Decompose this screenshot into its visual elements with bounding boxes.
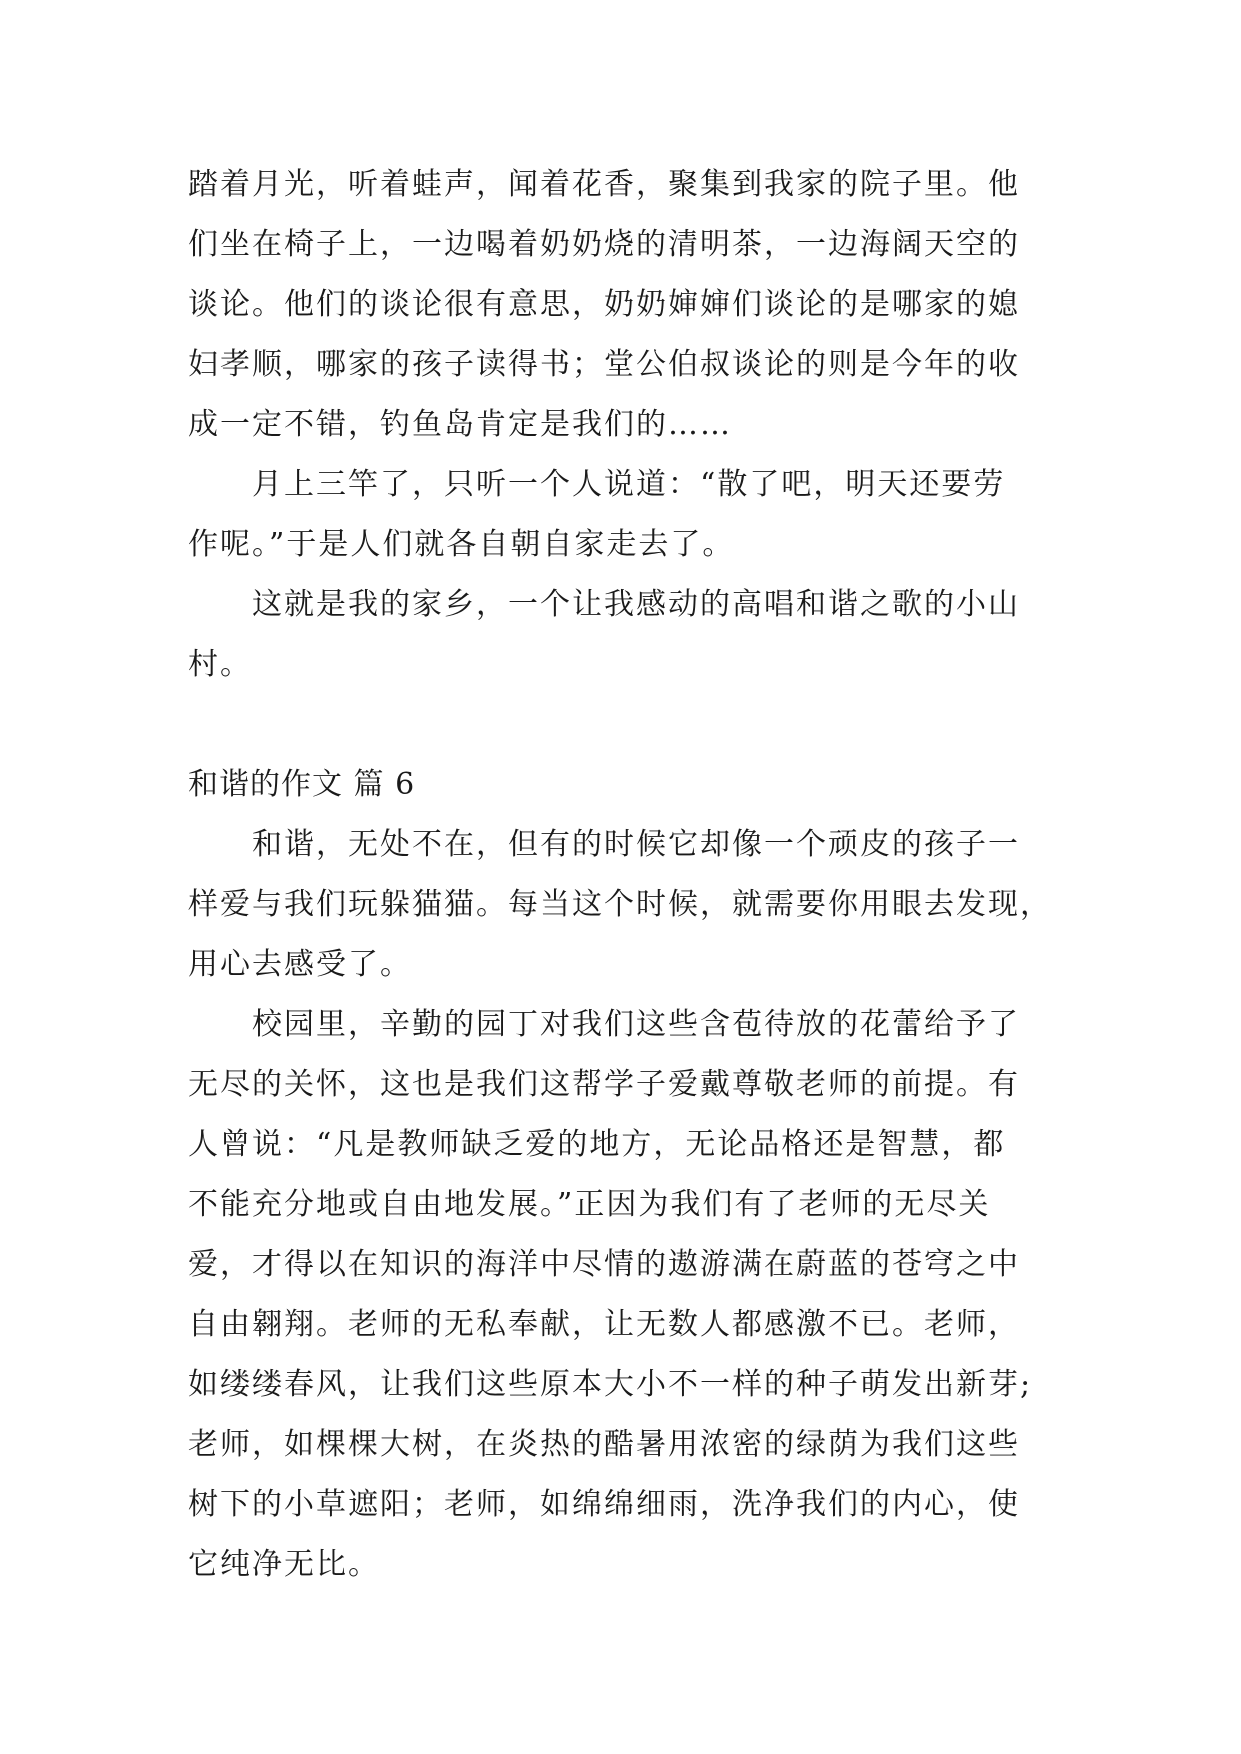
text-line: 妇孝顺，哪家的孩子读得书；堂公伯叔谈论的则是今年的收 bbox=[188, 347, 1020, 382]
text-line: 踏着月光，听着蛙声，闻着花香，聚集到我家的院子里。他 bbox=[188, 167, 1020, 202]
text-line: 用心去感受了。 bbox=[188, 947, 412, 982]
text-line: 人曾说：“凡是教师缺乏爱的地方，无论品格还是智慧，都 bbox=[188, 1127, 1006, 1162]
text-line: 无尽的关怀，这也是我们这帮学子爱戴尊敬老师的前提。有 bbox=[188, 1067, 1020, 1102]
text-line: 们坐在椅子上，一边喝着奶奶烧的清明茶，一边海阔天空的 bbox=[188, 227, 1020, 262]
text-line: 树下的小草遮阳；老师，如绵绵细雨，洗净我们的内心，使 bbox=[188, 1487, 1020, 1522]
text-line: 和谐，无处不在，但有的时候它却像一个顽皮的孩子一 bbox=[252, 827, 1020, 862]
text-line: 谈论。他们的谈论很有意思，奶奶婶婶们谈论的是哪家的媳 bbox=[188, 287, 1020, 322]
section-heading: 和谐的作文 篇 6 bbox=[188, 767, 416, 802]
text-line: 不能充分地或自由地发展。”正因为我们有了老师的无尽关 bbox=[188, 1187, 991, 1222]
text-line: 如缕缕春风，让我们这些原本大小不一样的种子萌发出新芽; bbox=[188, 1367, 1033, 1402]
text-line: 它纯净无比。 bbox=[188, 1547, 380, 1582]
text-line: 爱，才得以在知识的海洋中尽情的遨游满在蔚蓝的苍穹之中 bbox=[188, 1247, 1020, 1282]
text-line: 村。 bbox=[188, 647, 252, 682]
text-line: 校园里，辛勤的园丁对我们这些含苞待放的花蕾给予了 bbox=[252, 1007, 1020, 1042]
text-line: 老师，如棵棵大树，在炎热的酷暑用浓密的绿荫为我们这些 bbox=[188, 1427, 1020, 1462]
text-line: 成一定不错，钓鱼岛肯定是我们的…… bbox=[188, 407, 732, 442]
text-line: 自由翱翔。老师的无私奉献，让无数人都感激不已。老师， bbox=[188, 1307, 1020, 1342]
text-line: 月上三竿了，只听一个人说道：“散了吧，明天还要劳 bbox=[252, 467, 1006, 502]
text-line: 这就是我的家乡，一个让我感动的高唱和谐之歌的小山 bbox=[252, 587, 1020, 622]
text-line: 作呢。”于是人们就各自朝自家走去了。 bbox=[188, 527, 735, 562]
section-spacer bbox=[188, 695, 1058, 755]
text-line: 样爱与我们玩躲猫猫。每当这个时候，就需要你用眼去发现， bbox=[188, 887, 1052, 922]
document-page bbox=[188, 155, 1058, 1595]
